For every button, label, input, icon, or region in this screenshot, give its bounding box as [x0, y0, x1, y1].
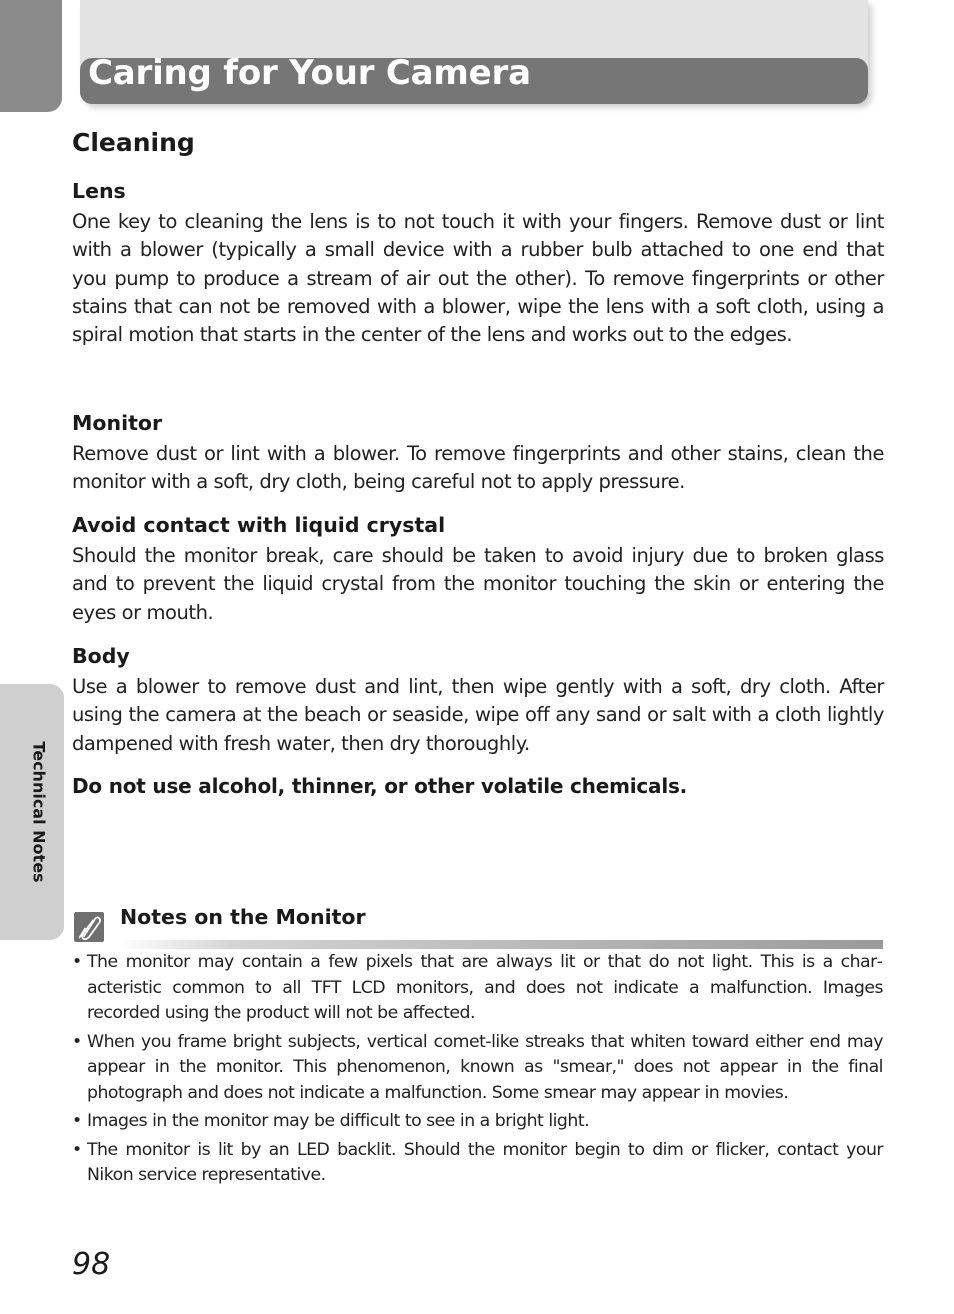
notes-list [72, 950, 883, 1192]
section-heading-cleaning: Cleaning [72, 128, 195, 157]
monitor-heading: Monitor [72, 411, 163, 435]
note-text: The monitor is lit by an LED backlit. Should the monitor begin to dim or flicker, contact your Nikon service representative. [87, 1139, 883, 1185]
bullet: • [72, 952, 82, 972]
body-section [72, 642, 884, 758]
note-text: When you frame bright subjects, vertical comet-like streaks that whiten toward either end may appear in the monitor. This phenomenon, known as "smear," does not appear in the final photograph and does not indicate a malfunction. Some smear may appear in movies. [87, 1031, 883, 1103]
body-text: Use a blower to remove dust and lint, then wipe gently with a soft, dry cloth. After using the camera at the beach or seaside, wipe off any sand or salt with a cloth lightly dampened with fresh water, then dry thoroughly. [72, 675, 884, 755]
pencil-note-icon [74, 912, 104, 942]
list-item [72, 1138, 883, 1189]
notes-rule [118, 940, 883, 949]
side-tab-label: Technical Notes [29, 741, 49, 883]
monitor-section [72, 409, 884, 497]
list-item [72, 1109, 883, 1135]
bullet: • [72, 1031, 82, 1052]
chemical-warning: Do not use alcohol, thinner, or other volatile chemicals. [72, 774, 688, 798]
liquid-crystal-heading: Avoid contact with liquid crystal [72, 513, 446, 537]
liquid-crystal-text: Should the monitor break, care should be taken to avoid injury due to broken glass and to prevent the liquid crystal from the monitor touching the skin or entering the eyes or mouth. [72, 544, 884, 624]
chapter-tab [0, 0, 62, 112]
bullet: • [72, 1111, 82, 1131]
bullet: • [72, 1139, 82, 1160]
liquid-crystal-section [72, 511, 884, 627]
note-text: The monitor may contain a few pixels that are always lit or that do not light. This is a characteristic common to all TFT LCD monitors, and does not indicate a malfunction. Images recorded using the product will not be affected. [87, 952, 883, 1023]
page-title: Caring for Your Camera [88, 53, 531, 93]
monitor-text: Remove dust or lint with a blower. To remove fingerprints and other stains, clean the monitor with a soft, dry cloth, being careful not to apply pressure. [72, 442, 884, 494]
lens-text: One key to cleaning the lens is to not touch it with your fingers. Remove dust or lint with a blower (typically a small device with a rubber bulb attached to one end that you pump to produce a stream of air out the other). To remove fingerprints or other stains that can not be removed with a blower, wipe the lens with a soft cloth, using a spiral motion that starts in the center of the lens and works out to the edges. [72, 210, 884, 347]
warning-section [72, 772, 884, 800]
lens-heading: Lens [72, 179, 126, 203]
list-item [72, 1030, 883, 1107]
notes-title: Notes on the Monitor [120, 905, 366, 929]
lens-section [72, 177, 884, 349]
page-number: 98 [72, 1247, 111, 1282]
body-heading: Body [72, 644, 130, 668]
note-text: Images in the monitor may be difficult to see in a bright light. [87, 1111, 590, 1131]
list-item [72, 950, 883, 1027]
